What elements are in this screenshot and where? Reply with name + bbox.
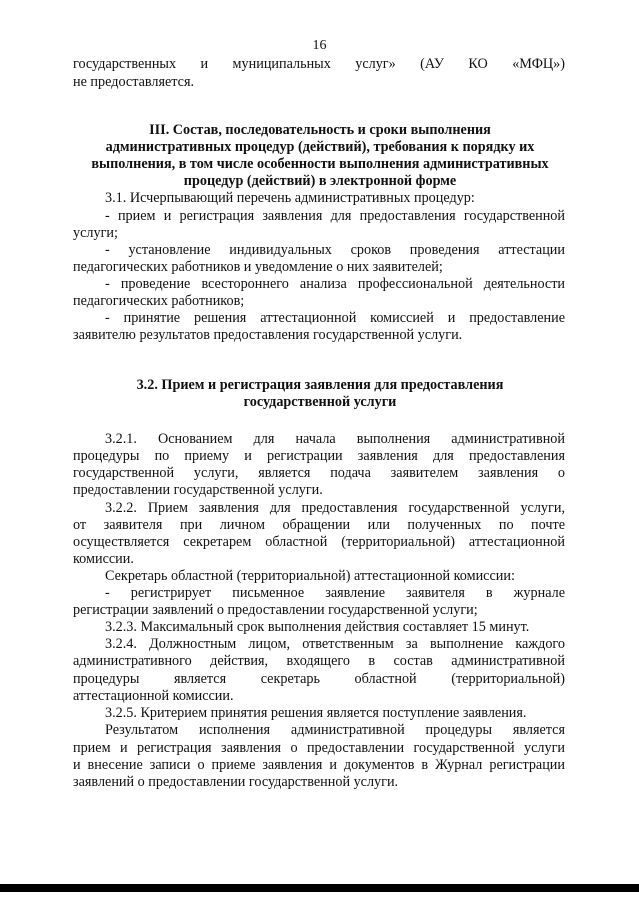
text-line: комиссии. <box>73 551 134 567</box>
text-line: педагогических работников и уведомление о них заявителей; <box>73 259 443 275</box>
text-line: - установление индивидуальных сроков проведения аттестации <box>105 242 565 258</box>
text-line: государственных и муниципальных услуг» (АУ КО «МФЦ») <box>73 56 565 72</box>
text-line: педагогических работников; <box>73 293 245 309</box>
text-line: от заявителя при личном обращении или полученных по почте <box>73 517 565 533</box>
text-line: - регистрирует письменное заявление заявителя в журнале <box>105 585 565 601</box>
text-line: услуги; <box>73 225 118 241</box>
text-line: прием и регистрация заявления о предоставлении государственной услуги <box>73 740 565 756</box>
text-line: 3.2.1. Основанием для начала выполнения административной <box>105 431 565 447</box>
text-line: осуществляется секретарем областной (территориальной) аттестационной <box>73 534 565 550</box>
text-line: - принятие решения аттестационной комиссией и предоставление <box>105 310 565 326</box>
text-line: процедуры является секретарь областной (территориальной) <box>73 671 565 687</box>
text-line: выполнения, в том числе особенности выполнения административных <box>91 156 549 172</box>
text-line: процедур (действий) в электронной форме <box>183 173 457 189</box>
text-line: и внесение записи о приеме заявления и документов в Журнал регистрации <box>73 757 565 773</box>
text-line: Результатом исполнения административной процедуры является <box>105 722 565 738</box>
text-line: 3.2.2. Прием заявления для предоставления государственной услуги, <box>105 500 565 516</box>
text-line: - прием и регистрация заявления для предоставления государственной <box>105 208 565 224</box>
text-line: предоставлении государственной услуги. <box>73 482 323 498</box>
text-line: аттестационной комиссии. <box>73 688 234 704</box>
text-line: регистрации заявлений о предоставлении государственной услуги; <box>73 602 478 618</box>
text-line: процедуры по приему и регистрации заявления для предоставления <box>73 448 565 464</box>
text-line: государственной услуги <box>243 394 397 410</box>
text-line: III. Состав, последовательность и сроки выполнения <box>149 122 491 138</box>
text-line: заявителю результатов предоставления государственной услуги. <box>73 327 463 343</box>
page-number: 16 <box>312 38 327 53</box>
bottom-scan-border <box>0 884 639 892</box>
text-line: Секретарь областной (территориальной) аттестационной комиссии: <box>105 568 515 584</box>
text-line: не предоставляется. <box>73 74 195 90</box>
text-line: 3.2.3. Максимальный срок выполнения действия составляет 15 минут. <box>105 619 530 635</box>
text-line: 3.2. Прием и регистрация заявления для предоставления <box>136 377 504 393</box>
text-line: государственной услуги, является подача заявителем заявления о <box>73 465 565 481</box>
text-line: заявлений о предоставлении государственной услуги. <box>73 774 399 790</box>
text-line: 3.2.5. Критерием принятия решения является поступление заявления. <box>105 705 527 721</box>
text-line: 3.2.4. Должностным лицом, ответственным за выполнение каждого <box>105 636 565 652</box>
text-line: административного действия, входящего в состав административной <box>73 653 565 669</box>
text-line: - проведение всестороннего анализа профессиональной деятельности <box>105 276 565 292</box>
text-line: 3.1. Исчерпывающий перечень административных процедур: <box>105 190 475 206</box>
text-line: административных процедур (действий), требования к порядку их <box>105 139 535 155</box>
